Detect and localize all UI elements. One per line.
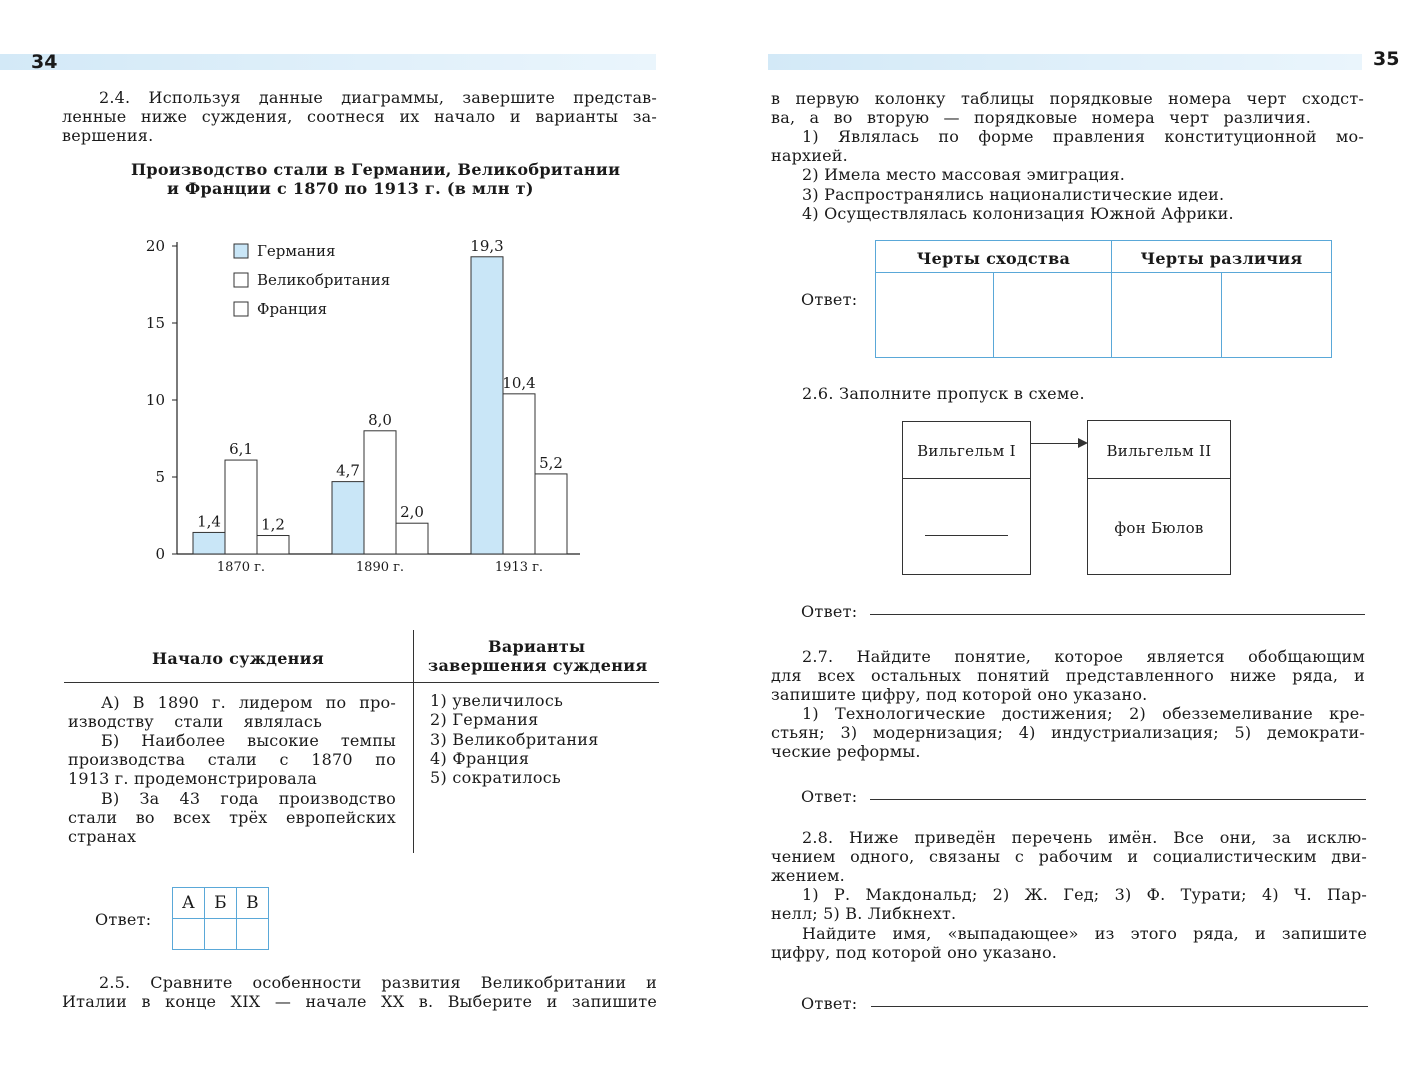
bar-0-0 — [193, 532, 225, 554]
bar-2-1 — [396, 523, 428, 554]
task-2-7-line-6: ческие реформы. — [771, 742, 921, 761]
judgement-variants-header-2: завершения суждения — [428, 656, 648, 675]
x-category-label-1: 1890 г. — [355, 560, 405, 575]
judgement-b-line-1: Б) Наиболее высокие темпы — [101, 731, 396, 750]
judgement-variants-header-1: Варианты — [488, 637, 586, 656]
y-tick-label-3: 15 — [145, 314, 165, 332]
judgement-a-line-2: изводству стали являлась — [68, 712, 322, 731]
similarity-cell-2[interactable] — [994, 274, 1111, 357]
bar-label-0-0: 1,4 — [197, 512, 221, 531]
legend-label-1: Великобритания — [257, 271, 391, 289]
bar-1-0 — [225, 460, 257, 554]
judgement-b-line-3: 1913 г. продемонстрировала — [68, 769, 318, 788]
legend-label-2: Франция — [257, 300, 328, 318]
difference-cell-1[interactable] — [1113, 274, 1221, 357]
y-tick-label-2: 10 — [145, 391, 165, 409]
task-2-5-item-1-cont: нархией. — [771, 146, 848, 165]
bar-label-2-2: 5,2 — [539, 453, 563, 472]
x-category-label-2: 1913 г. — [494, 560, 544, 575]
bar-2-0 — [257, 536, 289, 554]
bar-label-1-1: 8,0 — [368, 410, 392, 429]
option-3: 3) Великобритания — [430, 730, 599, 749]
task-2-5-line-3: в первую колонку таблицы порядковые номера черт сходст- — [771, 89, 1364, 108]
task-2-4-line-3: вершения. — [62, 126, 154, 145]
task-2-8-line-7: цифру, под которой оно указано. — [771, 943, 1058, 962]
answer-cell-v[interactable] — [237, 920, 268, 949]
scheme-box-2-rule — [1088, 478, 1230, 479]
option-5: 5) сократилось — [430, 768, 562, 787]
missing-minister-blank[interactable] — [925, 535, 1008, 536]
task-2-5-line-2: Италии в конце XIX — начале XX в. Выберите и запишите — [62, 992, 657, 1011]
task-2-7-line-4: 1) Технологические достижения; 2) обезземеливание кре- — [802, 704, 1365, 723]
answer-2-6-line[interactable] — [870, 614, 1365, 615]
judgement-b-line-2: производства стали с 1870 по — [68, 750, 396, 769]
task-2-5-item-3: 3) Распространялись националистические идеи. — [802, 185, 1225, 204]
scheme-box-wilhelm-2 — [1087, 420, 1231, 575]
answer-letter-b: Б — [214, 893, 227, 913]
task-2-5-item-1: 1) Являлась по форме правления конституционной мо- — [802, 127, 1364, 146]
bar-label-1-2: 10,4 — [502, 373, 536, 392]
answer-2-4-grid — [172, 887, 269, 950]
task-2-7-line-3: запишите цифру, под которой оно указано. — [771, 685, 1148, 704]
answer-letter-a: А — [181, 893, 196, 913]
similarity-cell-1[interactable] — [876, 274, 993, 357]
chart-title-line-1: Производство стали в Германии, Великобритании — [131, 160, 621, 179]
task-2-8-line-5: нелл; 5) В. Либкнехт. — [771, 904, 957, 923]
bar-label-0-2: 19,3 — [470, 236, 504, 255]
judgement-c-line-3: странах — [68, 827, 137, 846]
answer-2-4-label: Ответ: — [95, 910, 152, 929]
task-2-5-line-1: 2.5. Сравните особенности развития Великобритании и — [99, 973, 657, 992]
answer-2-5-header-rule — [876, 272, 1331, 273]
option-1: 1) увеличилось — [430, 691, 564, 710]
task-2-4-line-2: ленные ниже суждения, соотнеся их начало и варианты за- — [62, 107, 657, 126]
bar-label-1-0: 6,1 — [229, 440, 253, 459]
task-2-8-line-4: 1) Р. Макдональд; 2) Ж. Гед; 3) Ф. Турати; 4) Ч. Пар- — [802, 885, 1367, 904]
task-2-7-line-5: стьян; 3) модернизация; 4) индустриализация; 5) демократи- — [771, 723, 1365, 742]
task-2-8-line-6: Найдите имя, «выпадающее» из этого ряда, и запишите — [802, 924, 1367, 943]
task-2-8-line-2: чением одного, связаны с рабочим и социалистическим дви- — [771, 847, 1367, 866]
answer-letter-v: В — [246, 893, 259, 913]
chart-title-line-2: и Франции с 1870 по 1913 г. (в млн т) — [167, 179, 534, 198]
answer-2-7-label: Ответ: — [801, 787, 858, 806]
von-bulow-label: фон Бюлов — [1114, 519, 1204, 537]
bar-0-1 — [332, 482, 364, 554]
similarities-header: Черты сходства — [916, 249, 1071, 268]
answer-2-8-line[interactable] — [871, 1006, 1368, 1007]
judgement-start-header: Начало суждения — [152, 649, 324, 668]
differences-header: Черты различия — [1140, 249, 1303, 268]
task-2-5-item-4: 4) Осуществлялась колонизация Южной Африки. — [802, 204, 1234, 223]
judgement-table-header-rule — [64, 682, 659, 683]
wilhelm-2-title: Вильгельм II — [1106, 442, 1212, 460]
bar-label-2-1: 2,0 — [400, 503, 424, 522]
left-page-number: 34 — [31, 51, 58, 73]
answer-2-7-line[interactable] — [870, 799, 1366, 800]
task-2-5-item-2: 2) Имела место массовая эмиграция. — [802, 165, 1126, 184]
answer-grid-row-rule — [173, 918, 268, 919]
x-category-label-0: 1870 г. — [216, 560, 266, 575]
bar-0-2 — [471, 257, 503, 554]
task-2-7-line-2: для всех остальных понятий представленного ниже ряда, и — [771, 666, 1365, 685]
task-2-8-line-3: жением. — [771, 866, 845, 885]
judgement-c-line-1: В) За 43 года производство — [101, 789, 396, 808]
scheme-arrow-line — [1031, 443, 1081, 444]
difference-cell-2[interactable] — [1222, 274, 1331, 357]
bar-1-1 — [364, 431, 396, 554]
judgement-c-line-2: стали во всех трёх европейских — [68, 808, 396, 827]
wilhelm-1-title: Вильгельм I — [917, 442, 1016, 460]
task-2-7-line-1: 2.7. Найдите понятие, которое является обобщающим — [802, 647, 1365, 666]
y-tick-label-1: 5 — [155, 468, 165, 486]
y-tick-label-4: 20 — [145, 237, 165, 255]
task-2-6-prompt: 2.6. Заполните пропуск в схеме. — [802, 384, 1085, 403]
judgement-a-line-1: А) В 1890 г. лидером по про- — [101, 693, 396, 712]
bar-1-2 — [503, 394, 535, 554]
option-2: 2) Германия — [430, 710, 539, 729]
scheme-box-1-rule — [903, 478, 1030, 479]
right-page-number: 35 — [1373, 48, 1400, 70]
bar-2-2 — [535, 474, 567, 554]
y-tick-label-0: 0 — [155, 545, 165, 563]
answer-cell-b[interactable] — [205, 920, 236, 949]
judgement-table-divider — [413, 630, 414, 853]
bar-label-0-1: 4,7 — [336, 461, 360, 480]
task-2-8-line-1: 2.8. Ниже приведён перечень имён. Все они, за исклю- — [802, 828, 1367, 847]
scheme-box-wilhelm-1 — [902, 421, 1031, 575]
legend-swatch-0 — [234, 244, 248, 258]
legend-label-0: Германия — [257, 242, 336, 260]
answer-2-5-table — [875, 240, 1332, 358]
legend-swatch-2 — [234, 302, 248, 316]
task-2-5-line-4: ва, а во вторую — порядковые номера черт различия. — [771, 108, 1311, 127]
task-2-4-line-1: 2.4. Используя данные диаграммы, завершите представ- — [99, 88, 657, 107]
steel-production-chart — [0, 0, 656, 600]
answer-cell-a[interactable] — [173, 920, 204, 949]
answer-2-8-label: Ответ: — [801, 994, 858, 1013]
answer-2-6-label: Ответ: — [801, 602, 858, 621]
right-header-band — [768, 54, 1362, 70]
bar-label-2-0: 1,2 — [261, 515, 285, 534]
option-4: 4) Франция — [430, 749, 530, 768]
answer-2-5-label: Ответ: — [801, 290, 858, 309]
legend-swatch-1 — [234, 273, 248, 287]
